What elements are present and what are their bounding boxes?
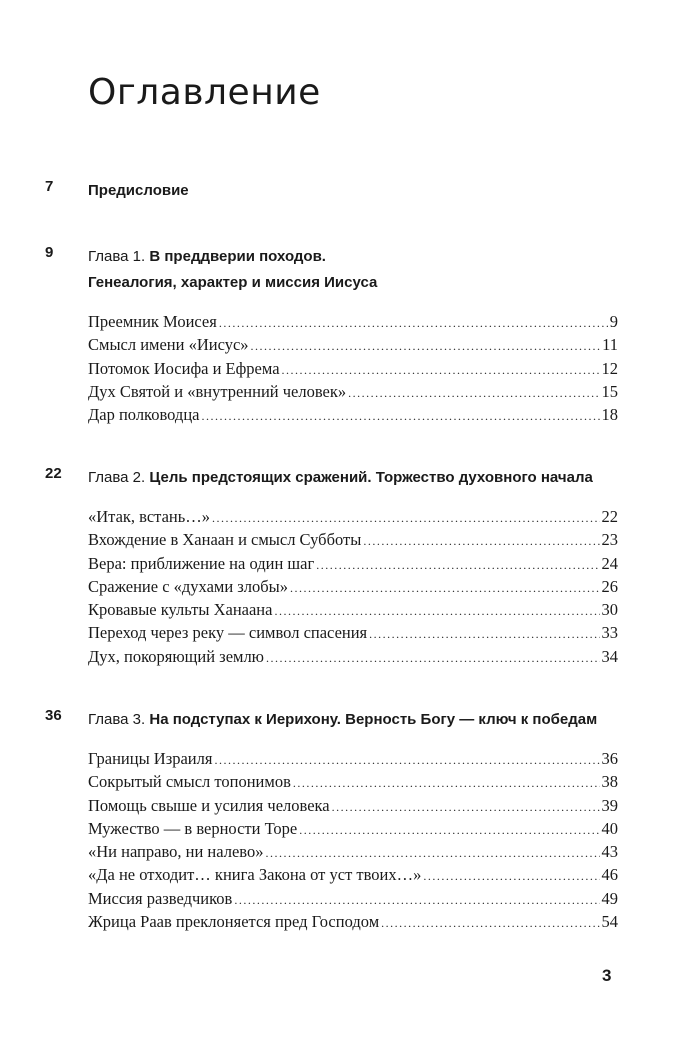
entry-list: [88, 747, 618, 933]
entry-title: Дух Святой и «внутренний человек»: [88, 381, 347, 401]
toc-entry[interactable]: [88, 310, 618, 333]
entry-title: Сражение с «духами злобы»: [88, 576, 289, 596]
entry-page: 11: [602, 335, 618, 355]
dot-leader: [251, 335, 601, 358]
entry-title: Кровавые культы Ханаана: [88, 600, 273, 620]
entry-title: Миссия разведчиков: [88, 888, 233, 908]
entry-page: 22: [601, 507, 618, 526]
entry-title: «Да не отходит… книга Закона от уст твоих…»: [88, 865, 422, 885]
entry-page: 30: [601, 600, 618, 620]
dot-leader: [219, 312, 608, 335]
entry-title: Потомок Иосифа и Ефрема: [88, 358, 280, 378]
section-heading: [88, 244, 648, 296]
chapter-label: Глава 3.: [88, 711, 150, 728]
toc-entry[interactable]: [88, 357, 618, 380]
entry-page: 9: [609, 312, 618, 331]
dot-leader: [332, 796, 600, 819]
entry-page: 26: [601, 576, 618, 596]
entry-page: 36: [601, 749, 618, 768]
section-subtitle: Генеалогия, характер и миссия Иисуса: [88, 274, 378, 291]
entry-page: 33: [601, 623, 618, 643]
toc-entry[interactable]: [88, 552, 618, 575]
toc-entry[interactable]: [88, 887, 618, 910]
dot-leader: [423, 865, 599, 888]
entry-title: Вера: приближение на один шаг: [88, 553, 315, 573]
section-title: В преддверии походов.: [149, 248, 326, 265]
dot-leader: [214, 749, 599, 772]
dot-leader: [201, 405, 599, 428]
section-title: Предисловие: [88, 182, 189, 199]
dot-leader: [316, 554, 599, 577]
section-title: Цель предстоящих сражений. Торжество духовного начала: [149, 469, 593, 486]
entry-page: 15: [601, 381, 618, 401]
chapter-label: Глава 2.: [88, 469, 150, 486]
section-heading: [88, 707, 648, 733]
toc-entry[interactable]: [88, 380, 618, 403]
dot-leader: [363, 530, 599, 553]
entry-list: [88, 310, 618, 426]
section-heading: [88, 465, 648, 491]
toc-entry[interactable]: [88, 598, 618, 621]
entry-title: Дух, покоряющий землю: [88, 646, 265, 666]
entry-page: 34: [601, 646, 618, 666]
toc-entry[interactable]: [88, 770, 618, 793]
dot-leader: [290, 577, 599, 600]
toc-entry[interactable]: [88, 403, 618, 426]
dot-leader: [299, 819, 599, 842]
entry-title: Вхождение в Ханаан и смысл Субботы: [88, 530, 362, 550]
page-title: Оглавление: [88, 72, 321, 113]
section-page-number: 9: [45, 244, 54, 261]
chapter-label: Глава 1.: [88, 248, 150, 265]
entry-page: 38: [601, 772, 618, 792]
dot-leader: [266, 647, 599, 670]
entry-page: 24: [601, 553, 618, 573]
entry-title: Сокрытый смысл топонимов: [88, 772, 291, 792]
entry-title: Преемник Моисея: [88, 312, 217, 331]
entry-title: Мужество — в верности Торе: [88, 818, 298, 838]
dot-leader: [348, 382, 599, 405]
dot-leader: [234, 889, 599, 912]
toc-entry[interactable]: [88, 645, 618, 668]
section-page-number: 7: [45, 178, 54, 195]
entry-page: 46: [601, 865, 618, 885]
entry-page: 12: [601, 358, 618, 378]
entry-page: 49: [601, 888, 618, 908]
dot-leader: [212, 507, 599, 530]
entry-page: 43: [601, 842, 618, 862]
entry-page: 18: [601, 405, 618, 425]
dot-leader: [369, 623, 599, 646]
toc-entry[interactable]: [88, 863, 618, 886]
entry-title: Границы Израиля: [88, 749, 213, 768]
entry-title: Помощь свыше и усилия человека: [88, 795, 330, 815]
toc-entry[interactable]: [88, 575, 618, 598]
entry-page: 54: [601, 912, 618, 932]
entry-title: «Ни направо, ни налево»: [88, 842, 264, 862]
section-page-number: 36: [45, 707, 62, 724]
entry-title: Смысл имени «Иисус»: [88, 335, 249, 355]
section-heading: [88, 178, 648, 204]
entry-title: «Итак, встань…»: [88, 507, 211, 526]
dot-leader: [293, 772, 600, 795]
dot-leader: [282, 359, 600, 382]
dot-leader: [381, 912, 599, 935]
entry-list: [88, 505, 618, 668]
dot-leader: [274, 600, 599, 623]
toc-entry[interactable]: [88, 621, 618, 644]
toc-entry[interactable]: [88, 840, 618, 863]
entry-title: Жрица Раав преклоняется пред Господом: [88, 912, 380, 932]
page-folio-number: 3: [602, 966, 612, 985]
entry-page: 40: [601, 818, 618, 838]
entry-title: Переход через реку — символ спасения: [88, 623, 368, 643]
toc-entry[interactable]: [88, 505, 618, 528]
entry-page: 23: [601, 530, 618, 550]
toc-entry[interactable]: [88, 747, 618, 770]
section-page-number: 22: [45, 465, 62, 482]
toc-entry[interactable]: [88, 817, 618, 840]
toc-entry[interactable]: [88, 528, 618, 551]
toc-entry[interactable]: [88, 333, 618, 356]
toc-entry[interactable]: [88, 910, 618, 933]
toc-entry[interactable]: [88, 794, 618, 817]
dot-leader: [265, 842, 599, 865]
section-title: На подступах к Иерихону. Верность Богу — ключ к победам: [149, 711, 598, 728]
entry-page: 39: [601, 795, 618, 815]
entry-title: Дар полководца: [88, 405, 200, 425]
